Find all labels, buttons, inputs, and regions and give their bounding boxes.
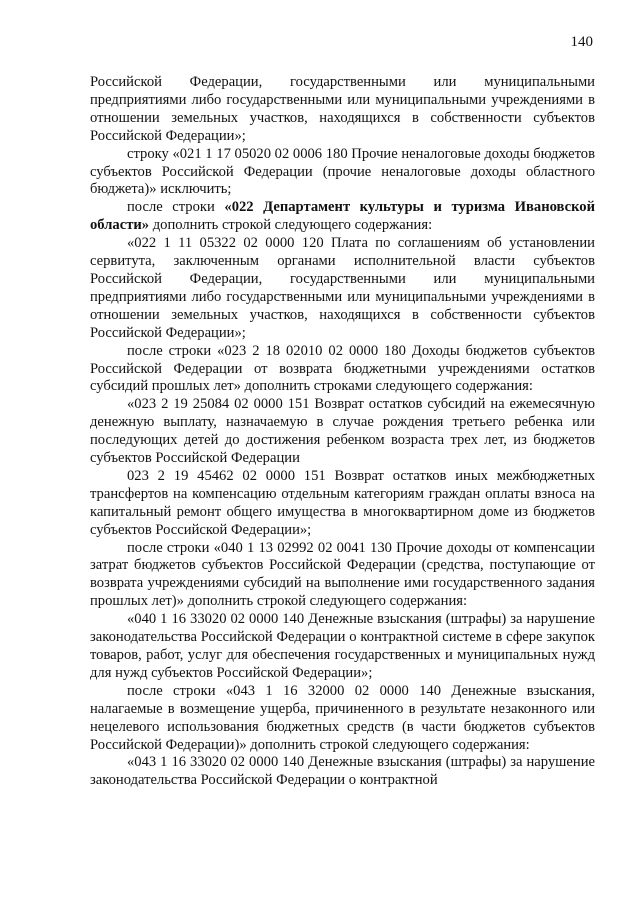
text-segment: «043 1 16 33020 02 0000 140 Денежные взыскания (штрафы) за нарушение законодательства Российской Федерации о контрактной	[90, 754, 595, 789]
text-segment: после строки «043 1 16 32000 02 0000 140 Денежные взыскания, налагаемые в возмещение ущерба, причиненного в результате незаконного или нецелевого использования бюджетных средств (в части бюджетов субъектов Российской Федерации)» дополнить строкой следующего содержания:	[90, 682, 595, 753]
text-segment: «040 1 16 33020 02 0000 140 Денежные взыскания (штрафы) за нарушение законодательства Российской Федерации о контрактной системе в сфере закупок товаров, работ, услуг для обеспечения государственных и муниципальных нужд для нужд субъектов Российской Федерации»;	[90, 611, 595, 681]
text-segment: «023 2 19 25084 02 0000 151 Возврат остатков субсидий на ежемесячную денежную выплату, назначаемую в случае рождения третьего ребенка или последующих детей до достижения ребенком возраста трех лет, из бюджетов субъектов Российской Федерации	[90, 396, 595, 467]
paragraph	[90, 235, 595, 342]
paragraph	[90, 683, 595, 755]
paragraph	[90, 74, 595, 146]
text-segment: после строки «023 2 18 02010 02 0000 180 Доходы бюджетов субъектов Российской Федерации от возврата бюджетными учреждениями остатков субсидий прошлых лет» дополнить строками следующего содержания:	[90, 342, 595, 395]
text-segment: «022 1 11 05322 02 0000 120 Плата по соглашениям об установлении сервитута, заключенным органами исполнительной власти субъектов Российской Федерации, государственными или муниципальными предприятиями либо государственными или муниципальными учреждениями в отношении земельных участков, находящихся в собственности субъектов Российской Федерации»;	[90, 235, 595, 341]
page-number: 140	[570, 34, 593, 50]
paragraph	[90, 146, 595, 200]
paragraph	[90, 540, 595, 612]
paragraph	[90, 468, 595, 540]
paragraph	[90, 199, 595, 235]
text-segment: после строки «040 1 13 02992 02 0041 130 Прочие доходы от компенсации затрат бюджетов субъектов Российской Федерации (средства, поступающие от возврата учреждениями субсидий на выполнение ими государственного задания прошлых лет)» дополнить строкой следующего содержания:	[90, 539, 595, 610]
text-segment: строку «021 1 17 05020 02 0006 180 Прочие неналоговые доходы бюджетов субъектов Российской Федерации (прочие неналоговые доходы областного бюджета)» исключить;	[90, 145, 595, 198]
document-body	[90, 74, 595, 790]
paragraph	[90, 343, 595, 397]
bold-text-segment: «022 Департамент культуры и туризма Ивановской области»	[90, 199, 595, 234]
paragraph	[90, 754, 595, 790]
text-segment: дополнить строкой следующего содержания:	[149, 217, 433, 234]
paragraph	[90, 396, 595, 468]
text-segment: после строки	[127, 199, 225, 216]
text-segment: Российской Федерации, государственными или муниципальными предприятиями либо государственными или муниципальными учреждениями в отношении земельных участков, находящихся в собственности субъектов Российской Федерации»;	[90, 74, 595, 144]
paragraph	[90, 611, 595, 683]
text-segment: 023 2 19 45462 02 0000 151 Возврат остатков иных межбюджетных трансфертов на компенсацию отдельным категориям граждан оплаты взноса на капитальный ремонт общего имущества в многоквартирном доме из бюджетов субъектов Российской Федерации»;	[90, 467, 595, 538]
